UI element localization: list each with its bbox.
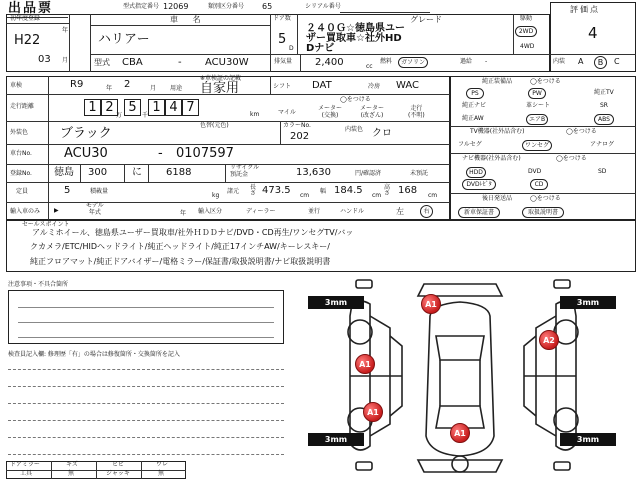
inspector-line: [8, 369, 284, 370]
damage-mark[interactable]: A1: [363, 402, 383, 422]
width-value: 184.5: [334, 185, 363, 196]
size-badge: 3mm: [308, 296, 364, 309]
extra-label: 後日発送品: [482, 195, 513, 202]
color-number-value: 202: [290, 131, 310, 142]
equipment-circle-note: ◯をつける: [530, 78, 561, 85]
width-unit: cm: [372, 192, 382, 199]
registration-area: 徳島: [54, 167, 74, 178]
turbo-label: 過給: [460, 58, 473, 65]
grade-line-2: ザー買取車☆社外HD: [306, 33, 402, 44]
length-label: 長さ: [250, 184, 257, 197]
displacement-label: 排気量: [274, 58, 293, 65]
chassis-prefix: ACU30: [64, 146, 108, 161]
capacity-label: 定員: [16, 188, 29, 195]
divider: [280, 121, 281, 144]
inspector-line: [8, 420, 284, 421]
legend-value: 工具: [20, 470, 33, 477]
inspector-line: [8, 454, 284, 455]
legend-value: ジャッキ: [106, 470, 130, 477]
divider: [225, 164, 226, 182]
height-value: 168: [398, 185, 418, 196]
chassis-number: 0107597: [176, 146, 234, 161]
equip-aw[interactable]: 純正AW: [462, 115, 484, 122]
fuel-label: 燃料: [380, 58, 393, 65]
divider: [51, 461, 52, 479]
size-badge: 3mm: [308, 433, 364, 446]
model-label: 型式: [94, 58, 110, 67]
size-badge: 3mm: [560, 296, 616, 309]
navi-hdd-circled[interactable]: HDD: [466, 167, 486, 178]
equip-pw-circled[interactable]: PW: [528, 88, 546, 99]
parallel-label[interactable]: 並行: [308, 208, 321, 215]
doors-value: 5: [278, 32, 287, 47]
divider: [48, 76, 49, 220]
sales-point-line-3: 純正フロアマット/純正ドアバイザー/電格ミラー/保証書/取扱説明書/ナビ取扱説明書: [30, 257, 331, 266]
exterior-color-value: ブラック: [60, 126, 112, 141]
usage-note: ※車検証の記載: [200, 75, 242, 82]
mileage-option-unknown[interactable]: 走行 (不明): [408, 105, 425, 119]
dealer-label[interactable]: ディーラー: [246, 208, 276, 215]
equip-ps-circled[interactable]: PS: [466, 88, 484, 99]
shift-value: DAT: [312, 80, 332, 91]
damage-mark[interactable]: A1: [421, 294, 441, 314]
mileage-circle-note: ◯をつける: [340, 96, 371, 103]
interior-color-value: クロ: [372, 128, 392, 139]
caution-label: 注意事項・不具合箇所: [8, 281, 69, 288]
doors-label: ドア数: [273, 15, 291, 22]
usage-value: 自家用: [200, 81, 240, 96]
mileage-digit: 2: [101, 99, 118, 116]
grade-line-1: ２４０Ｇ☆徳島県ユー: [306, 23, 405, 34]
length-unit: cm: [300, 192, 310, 199]
equip-tv[interactable]: 純正TV: [594, 89, 614, 96]
legend-header: ヒビ: [112, 461, 125, 468]
registration-kana: に: [132, 167, 142, 178]
load-label: 積載量: [90, 188, 109, 195]
interior-score-a[interactable]: A: [578, 57, 584, 66]
size-label: 諸元: [227, 188, 240, 195]
import-arrow: ▶: [54, 207, 59, 214]
divider: [6, 23, 69, 24]
chassis-dash: -: [158, 146, 163, 161]
drive-4wd[interactable]: 4WD: [520, 43, 535, 50]
inspection-month: 2: [124, 79, 131, 90]
score-value: 4: [588, 24, 598, 42]
class-number-value: 65: [262, 2, 273, 11]
cd-player-circled[interactable]: CD: [530, 179, 548, 190]
inspector-line: [8, 403, 284, 404]
divider: [270, 14, 271, 72]
inspector-line: [8, 437, 284, 438]
sales-point-line-1: アルミホイール、徳島県ユーザー買取車/社外ＨＤＤナビ/DVD・CD再生/ワンセグTV/バッ: [32, 228, 354, 237]
caution-line: [18, 307, 274, 308]
handle-label: ハンドル: [340, 208, 365, 215]
mileage-digit: 1: [84, 99, 101, 116]
size-badge: 3mm: [560, 433, 616, 446]
legend-header: ワレ: [156, 461, 169, 468]
chassis-label: 車台No.: [10, 150, 32, 157]
divider: [6, 94, 450, 95]
extra-manual-circled[interactable]: 取扱説明書: [522, 207, 564, 218]
ac-value: WAC: [396, 80, 419, 91]
legend-header: ドアミラー: [10, 461, 40, 468]
mileage-digit: 7: [182, 99, 199, 116]
import-type-label: 輸入区分: [198, 208, 223, 215]
interior-score-b-circled[interactable]: B: [594, 56, 607, 69]
import-label: 輸入車のみ: [10, 208, 41, 215]
sales-points-label: セールスポイント: [22, 221, 70, 228]
model-code: ACU30W: [205, 57, 249, 68]
tv-oneseg-circled[interactable]: ワンセグ: [522, 140, 552, 151]
registration-class: 300: [88, 167, 108, 178]
equipment-title: 純正装備品: [482, 78, 513, 85]
first-registration-label: 初年度登録: [10, 15, 41, 22]
model-dash: -: [178, 57, 182, 68]
divider: [80, 164, 81, 182]
year-unit: 年: [62, 27, 69, 34]
usage-label: 用途: [170, 85, 183, 92]
tv-circle-note: ◯をつける: [566, 128, 597, 135]
divider: [69, 14, 70, 72]
extra-warranty-circled[interactable]: 新車保証書: [458, 207, 500, 218]
interior-color-label: 内装色: [345, 126, 364, 133]
fuel-gasoline-circled[interactable]: ガソリン: [398, 57, 428, 68]
navi-label: ナビ機器(社外品含む): [462, 155, 521, 162]
divider: [90, 54, 270, 55]
equip-abs-circled[interactable]: ABS: [594, 114, 614, 125]
equip-leather[interactable]: 革シート: [526, 102, 551, 109]
width-label: 幅: [320, 188, 327, 195]
model-prefix: CBA: [122, 57, 143, 68]
inspector-line: [8, 386, 284, 387]
divider: [270, 76, 271, 94]
divider: [141, 461, 142, 479]
grade-label: グレード: [410, 15, 442, 24]
caution-line: [18, 337, 274, 338]
class-number-label: 類別区分番号: [208, 3, 245, 10]
divider: [300, 54, 301, 72]
grade-line-3: Dナビ: [306, 43, 335, 54]
mileage-option-meter-tampered[interactable]: メーター (改ざん): [360, 105, 385, 119]
mileage-label: 走行距離: [10, 103, 35, 110]
divider: [90, 14, 91, 72]
recycle-status: 未預託: [410, 170, 429, 177]
shift-label: シフト: [273, 83, 292, 90]
score-label: 評価点: [570, 5, 600, 14]
drive-label: 駆動: [520, 15, 533, 22]
divider: [6, 182, 450, 183]
serial-number-line: [340, 12, 430, 13]
navi-circle-note: ◯をつける: [556, 155, 587, 162]
equip-sr[interactable]: SR: [600, 102, 608, 109]
registration-label: 登録No.: [10, 170, 32, 177]
damage-mark[interactable]: A1: [355, 354, 375, 374]
equip-airbag-circled[interactable]: エアB: [526, 114, 548, 125]
mileage-unit-sen: 千: [142, 112, 149, 119]
first-registration-month: 03: [38, 54, 51, 65]
divider: [124, 164, 125, 182]
damage-mark[interactable]: A2: [539, 330, 559, 350]
length-value: 473.5: [262, 185, 291, 196]
interior-score-c[interactable]: C: [614, 57, 620, 66]
divider: [148, 164, 149, 182]
mileage-digit: 4: [165, 99, 182, 116]
model-year-unit: 年: [180, 210, 187, 217]
mileage-digit: 5: [124, 99, 141, 116]
serial-number-label: シリアル番号: [305, 3, 341, 10]
doors-unit: D: [289, 45, 294, 52]
inspection-year: R9: [70, 79, 84, 90]
car-name-label: 車 名: [170, 15, 207, 24]
navi-sd[interactable]: SD: [598, 168, 607, 175]
divider: [450, 126, 636, 127]
divider: [450, 153, 636, 154]
divider: [550, 54, 636, 55]
divider: [270, 54, 550, 55]
divider: [6, 144, 450, 145]
mileage-option-meter-exchanged[interactable]: メーター (交換): [318, 105, 343, 119]
exterior-color-label: 外装色: [10, 129, 29, 136]
displacement-unit: cc: [366, 63, 373, 70]
mileage-unit-man: 万: [116, 112, 123, 119]
mileage-option-mile[interactable]: マイル: [278, 109, 296, 116]
divider: [6, 202, 450, 203]
model-year-label: モデル 年式: [86, 202, 104, 216]
tv-fullseg[interactable]: フルセグ: [458, 141, 482, 148]
divider: [90, 25, 270, 26]
recycle-amount: 13,630: [296, 167, 331, 178]
divider: [6, 164, 450, 165]
legend-value: 無: [68, 470, 75, 477]
divider: [513, 14, 514, 54]
displacement-value: 2,400: [315, 57, 344, 68]
color-change-note: 色替(元色): [200, 122, 229, 129]
first-registration-year: H22: [14, 33, 41, 48]
drive-2wd-circled[interactable]: 2WD: [515, 26, 537, 37]
inspection-year-unit: 年: [106, 85, 113, 92]
mileage-unit-km: km: [250, 111, 260, 118]
document-title: 出品票: [8, 1, 54, 16]
turbo-value: -: [485, 58, 488, 65]
type-number-value: 12069: [163, 2, 189, 11]
type-number-label: 型式指定番号: [123, 3, 160, 10]
ac-label: 冷房: [368, 83, 381, 90]
damage-mark[interactable]: A1: [450, 423, 470, 443]
caution-line: [18, 322, 274, 323]
car-name-value: ハリアー: [98, 32, 150, 47]
recycle-note: 円/確認済: [355, 170, 382, 177]
equip-navi[interactable]: 純正ナビ: [462, 102, 487, 109]
handle-right-circled[interactable]: 右: [420, 205, 433, 218]
color-number-label: カラーNo.: [283, 122, 311, 129]
dvd-player-circled[interactable]: DVDﾚﾋﾞﾀ: [462, 179, 496, 190]
divider: [450, 193, 636, 194]
load-unit: kg: [212, 192, 220, 199]
inspection-label: 車検: [10, 82, 23, 89]
sales-point-line-2: クカメラ/ETC/HIDヘッドライト/純正ヘッドライト/純正17インチAW/キーレスキー/: [30, 242, 331, 251]
registration-number: 6188: [166, 167, 192, 178]
recycle-label: リサイクル 預託金: [230, 164, 260, 178]
tv-analog[interactable]: アナログ: [590, 141, 615, 148]
extra-circle-note: ◯をつける: [530, 195, 561, 202]
mileage-digit: 1: [148, 99, 165, 116]
divider: [297, 14, 298, 54]
height-unit: cm: [428, 192, 438, 199]
interior-label: 内装: [553, 58, 566, 65]
inspector-label: 検査員記入欄: 修理歴「有」の場合は修復箇所・交換箇所を記入: [8, 351, 180, 358]
capacity-value: 5: [64, 185, 71, 196]
month-unit: 月: [62, 57, 69, 64]
navi-dvd[interactable]: DVD: [528, 168, 542, 175]
inspection-month-unit: 月: [150, 85, 157, 92]
caution-box: [8, 290, 284, 344]
legend-value: 無: [158, 470, 165, 477]
legend-header: キズ: [66, 461, 78, 468]
height-label: 高さ: [384, 184, 391, 197]
handle-left[interactable]: 左: [396, 207, 404, 216]
divider: [96, 461, 97, 479]
tv-label: TV機器(社外品含む): [470, 128, 525, 135]
